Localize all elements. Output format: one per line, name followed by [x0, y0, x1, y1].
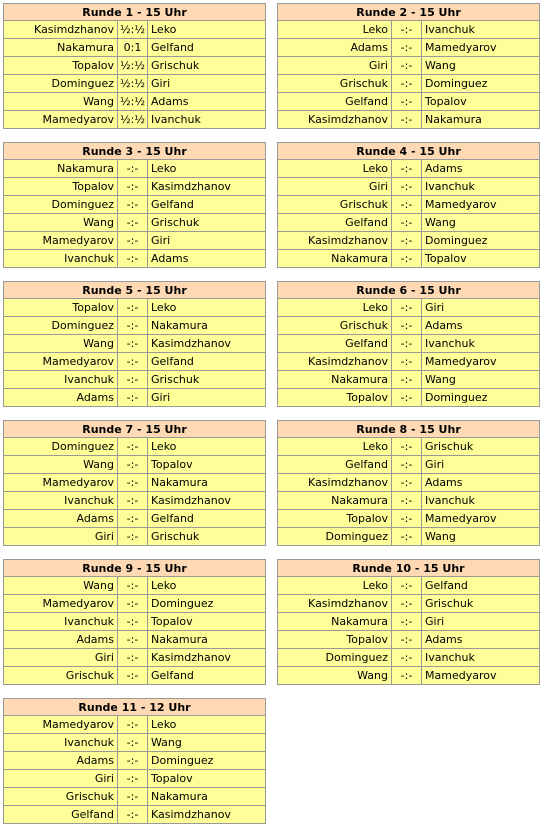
round-table [3, 559, 266, 685]
game-row [4, 232, 265, 250]
game-result: -:- [118, 613, 148, 630]
game-row [4, 631, 265, 649]
round-table [3, 420, 266, 546]
black-player: Kasimdzhanov [151, 337, 231, 350]
white-player: Dominguez [4, 438, 118, 455]
black-player: Kasimdzhanov [151, 494, 231, 507]
black-player: Wang [425, 216, 456, 229]
white-player: Ivanchuk [4, 613, 118, 630]
round-title: Runde 9 - 15 Uhr [4, 560, 265, 577]
round-table [277, 142, 540, 268]
black-player: Kasimdzhanov [151, 180, 231, 193]
black-player: Kasimdzhanov [151, 651, 231, 664]
game-row [4, 93, 265, 111]
game-row [278, 631, 539, 649]
game-result: -:- [392, 75, 422, 92]
white-player: Ivanchuk [4, 250, 118, 267]
black-player: Giri [151, 234, 171, 247]
black-player: Dominguez [151, 597, 214, 610]
game-row [278, 39, 539, 57]
game-result: -:- [118, 232, 148, 249]
game-result: -:- [392, 335, 422, 352]
game-row [4, 510, 265, 528]
black-player: Grischuk [425, 597, 474, 610]
game-result: -:- [392, 299, 422, 316]
black-player: Leko [151, 23, 177, 36]
white-player: Kasimdzhanov [278, 474, 392, 491]
game-row [278, 75, 539, 93]
white-player: Grischuk [4, 788, 118, 805]
white-player: Adams [278, 39, 392, 56]
game-row [4, 371, 265, 389]
round-title: Runde 8 - 15 Uhr [278, 421, 539, 438]
round-table [277, 3, 540, 129]
white-player: Wang [4, 214, 118, 231]
black-player: Giri [151, 391, 171, 404]
game-result: -:- [392, 667, 422, 684]
game-row [4, 806, 265, 823]
white-player: Ivanchuk [4, 734, 118, 751]
white-player: Wang [278, 667, 392, 684]
round-table [3, 281, 266, 407]
game-result: -:- [118, 335, 148, 352]
game-result: -:- [118, 371, 148, 388]
game-row [4, 250, 265, 267]
game-result: -:- [118, 770, 148, 787]
white-player: Grischuk [278, 196, 392, 213]
game-result: -:- [392, 474, 422, 491]
black-player: Mamedyarov [425, 355, 497, 368]
black-player: Leko [151, 718, 177, 731]
white-player: Wang [4, 577, 118, 594]
black-player: Giri [425, 615, 445, 628]
game-result: -:- [392, 250, 422, 267]
white-player: Dominguez [4, 196, 118, 213]
black-player: Leko [151, 301, 177, 314]
white-player: Adams [4, 389, 118, 406]
black-player: Wang [425, 530, 456, 543]
game-row [4, 613, 265, 631]
black-player: Nakamura [151, 633, 208, 646]
white-player: Adams [4, 510, 118, 527]
game-row [4, 353, 265, 371]
white-player: Leko [278, 21, 392, 38]
white-player: Mamedyarov [4, 595, 118, 612]
white-player: Wang [4, 456, 118, 473]
white-player: Gelfand [278, 456, 392, 473]
game-row [4, 196, 265, 214]
game-row [278, 577, 539, 595]
white-player: Topalov [4, 178, 118, 195]
game-row [278, 474, 539, 492]
black-player: Gelfand [425, 579, 468, 592]
game-result: -:- [118, 649, 148, 666]
white-player: Dominguez [4, 75, 118, 92]
white-player: Gelfand [278, 214, 392, 231]
game-row [4, 667, 265, 684]
black-player: Nakamura [151, 790, 208, 803]
game-result: -:- [118, 716, 148, 733]
black-player: Topalov [151, 772, 193, 785]
game-row [4, 649, 265, 667]
game-row [278, 353, 539, 371]
round-table [3, 3, 266, 129]
game-row [4, 595, 265, 613]
white-player: Leko [278, 299, 392, 316]
game-result: -:- [392, 577, 422, 594]
game-result: -:- [392, 371, 422, 388]
white-player: Topalov [4, 57, 118, 74]
game-result: -:- [118, 595, 148, 612]
black-player: Giri [151, 77, 171, 90]
game-result: ½:½ [118, 93, 148, 110]
game-row [4, 770, 265, 788]
game-row [278, 456, 539, 474]
black-player: Kasimdzhanov [151, 808, 231, 821]
game-result: -:- [392, 649, 422, 666]
game-result: -:- [392, 389, 422, 406]
round-table [277, 420, 540, 546]
game-result: -:- [392, 492, 422, 509]
game-result: -:- [118, 631, 148, 648]
game-result: -:- [118, 492, 148, 509]
game-result: -:- [392, 613, 422, 630]
white-player: Wang [4, 335, 118, 352]
black-player: Adams [425, 162, 463, 175]
game-row [278, 160, 539, 178]
black-player: Giri [425, 458, 445, 471]
game-row [4, 317, 265, 335]
game-result: -:- [392, 57, 422, 74]
game-result: -:- [392, 93, 422, 110]
black-player: Topalov [151, 458, 193, 471]
game-result: -:- [118, 250, 148, 267]
game-result: -:- [118, 196, 148, 213]
game-result: -:- [392, 21, 422, 38]
white-player: Ivanchuk [4, 371, 118, 388]
white-player: Dominguez [4, 317, 118, 334]
game-result: -:- [392, 39, 422, 56]
black-player: Ivanchuk [425, 180, 475, 193]
game-result: -:- [392, 214, 422, 231]
black-player: Adams [151, 252, 189, 265]
game-result: -:- [118, 788, 148, 805]
game-row [278, 250, 539, 267]
game-row [278, 299, 539, 317]
game-result: -:- [118, 389, 148, 406]
game-result: -:- [118, 752, 148, 769]
black-player: Mamedyarov [425, 512, 497, 525]
white-player: Giri [4, 528, 118, 545]
round-title: Runde 3 - 15 Uhr [4, 143, 265, 160]
game-row [4, 214, 265, 232]
round-table [277, 281, 540, 407]
black-player: Dominguez [425, 391, 488, 404]
round-title: Runde 1 - 15 Uhr [4, 4, 265, 21]
black-player: Adams [425, 633, 463, 646]
game-row [4, 299, 265, 317]
game-result: -:- [392, 438, 422, 455]
black-player: Dominguez [151, 754, 214, 767]
game-row [278, 667, 539, 684]
white-player: Gelfand [278, 93, 392, 110]
game-row [4, 492, 265, 510]
game-result: -:- [392, 456, 422, 473]
game-row [4, 734, 265, 752]
white-player: Dominguez [278, 649, 392, 666]
white-player: Topalov [278, 510, 392, 527]
white-player: Topalov [278, 389, 392, 406]
game-row [278, 528, 539, 545]
white-player: Grischuk [4, 667, 118, 684]
black-player: Topalov [425, 252, 467, 265]
game-result: -:- [392, 510, 422, 527]
black-player: Gelfand [151, 198, 194, 211]
game-result: -:- [118, 474, 148, 491]
white-player: Giri [278, 178, 392, 195]
game-result: 0:1 [118, 39, 148, 56]
game-result: -:- [392, 196, 422, 213]
game-row [4, 57, 265, 75]
black-player: Dominguez [425, 77, 488, 90]
black-player: Nakamura [151, 319, 208, 332]
white-player: Leko [278, 438, 392, 455]
white-player: Mamedyarov [4, 232, 118, 249]
game-result: ½:½ [118, 75, 148, 92]
game-row [4, 577, 265, 595]
white-player: Gelfand [278, 335, 392, 352]
white-player: Topalov [278, 631, 392, 648]
black-player: Leko [151, 579, 177, 592]
white-player: Mamedyarov [4, 353, 118, 370]
black-player: Ivanchuk [425, 494, 475, 507]
game-row [4, 528, 265, 545]
game-result: ½:½ [118, 111, 148, 128]
game-row [278, 111, 539, 128]
black-player: Leko [151, 440, 177, 453]
round-title: Runde 6 - 15 Uhr [278, 282, 539, 299]
game-result: -:- [392, 160, 422, 177]
black-player: Grischuk [151, 59, 200, 72]
game-result: -:- [118, 734, 148, 751]
game-row [278, 21, 539, 39]
game-row [278, 649, 539, 667]
game-result: -:- [392, 528, 422, 545]
round-table [3, 142, 266, 268]
game-row [4, 111, 265, 128]
game-row [4, 752, 265, 770]
round-title: Runde 10 - 15 Uhr [278, 560, 539, 577]
black-player: Grischuk [151, 530, 200, 543]
game-result: -:- [118, 510, 148, 527]
white-player: Nakamura [278, 250, 392, 267]
white-player: Topalov [4, 299, 118, 316]
game-row [4, 75, 265, 93]
game-row [278, 335, 539, 353]
black-player: Adams [425, 476, 463, 489]
round-title: Runde 7 - 15 Uhr [4, 421, 265, 438]
black-player: Mamedyarov [425, 198, 497, 211]
black-player: Mamedyarov [425, 669, 497, 682]
white-player: Kasimdzhanov [278, 595, 392, 612]
white-player: Grischuk [278, 317, 392, 334]
black-player: Dominguez [425, 234, 488, 247]
white-player: Grischuk [278, 75, 392, 92]
black-player: Ivanchuk [425, 337, 475, 350]
game-result: -:- [392, 317, 422, 334]
white-player: Mamedyarov [4, 111, 118, 128]
white-player: Kasimdzhanov [4, 21, 118, 38]
game-result: -:- [118, 299, 148, 316]
game-row [4, 178, 265, 196]
white-player: Giri [4, 770, 118, 787]
game-row [4, 438, 265, 456]
game-result: -:- [118, 577, 148, 594]
round-title: Runde 4 - 15 Uhr [278, 143, 539, 160]
white-player: Nakamura [278, 371, 392, 388]
game-row [278, 492, 539, 510]
white-player: Leko [278, 577, 392, 594]
game-row [278, 214, 539, 232]
round-title: Runde 2 - 15 Uhr [278, 4, 539, 21]
black-player: Leko [151, 162, 177, 175]
white-player: Wang [4, 93, 118, 110]
game-row [278, 438, 539, 456]
white-player: Gelfand [4, 806, 118, 823]
white-player: Kasimdzhanov [278, 353, 392, 370]
black-player: Gelfand [151, 669, 194, 682]
white-player: Nakamura [4, 160, 118, 177]
game-result: -:- [392, 353, 422, 370]
game-row [278, 613, 539, 631]
game-result: -:- [118, 528, 148, 545]
white-player: Nakamura [278, 492, 392, 509]
game-row [4, 456, 265, 474]
black-player: Ivanchuk [425, 23, 475, 36]
game-row [278, 178, 539, 196]
white-player: Leko [278, 160, 392, 177]
game-result: -:- [118, 317, 148, 334]
black-player: Gelfand [151, 512, 194, 525]
black-player: Gelfand [151, 41, 194, 54]
black-player: Mamedyarov [425, 41, 497, 54]
black-player: Ivanchuk [425, 651, 475, 664]
black-player: Topalov [425, 95, 467, 108]
black-player: Wang [151, 736, 182, 749]
game-row [278, 196, 539, 214]
white-player: Dominguez [278, 528, 392, 545]
game-result: -:- [118, 438, 148, 455]
game-result: -:- [118, 353, 148, 370]
game-result: -:- [392, 631, 422, 648]
game-row [4, 788, 265, 806]
black-player: Ivanchuk [151, 113, 201, 126]
round-title: Runde 5 - 15 Uhr [4, 282, 265, 299]
white-player: Nakamura [278, 613, 392, 630]
white-player: Kasimdzhanov [278, 111, 392, 128]
black-player: Wang [425, 373, 456, 386]
game-result: ½:½ [118, 21, 148, 38]
black-player: Nakamura [151, 476, 208, 489]
game-result: -:- [118, 456, 148, 473]
game-row [4, 389, 265, 406]
black-player: Gelfand [151, 355, 194, 368]
game-row [4, 160, 265, 178]
round-title: Runde 11 - 12 Uhr [4, 699, 265, 716]
black-player: Topalov [151, 615, 193, 628]
game-result: -:- [118, 214, 148, 231]
game-result: -:- [392, 178, 422, 195]
game-row [4, 474, 265, 492]
white-player: Mamedyarov [4, 716, 118, 733]
game-row [278, 232, 539, 250]
game-row [278, 57, 539, 75]
game-result: -:- [118, 160, 148, 177]
round-table [3, 698, 266, 824]
game-row [278, 595, 539, 613]
white-player: Adams [4, 752, 118, 769]
white-player: Giri [4, 649, 118, 666]
game-row [278, 317, 539, 335]
black-player: Adams [151, 95, 189, 108]
game-row [4, 21, 265, 39]
black-player: Grischuk [151, 216, 200, 229]
game-result: -:- [392, 595, 422, 612]
black-player: Grischuk [151, 373, 200, 386]
game-row [4, 716, 265, 734]
round-table [277, 559, 540, 685]
black-player: Nakamura [425, 113, 482, 126]
white-player: Adams [4, 631, 118, 648]
black-player: Giri [425, 301, 445, 314]
white-player: Nakamura [4, 39, 118, 56]
white-player: Giri [278, 57, 392, 74]
white-player: Mamedyarov [4, 474, 118, 491]
game-row [278, 93, 539, 111]
white-player: Ivanchuk [4, 492, 118, 509]
game-row [278, 371, 539, 389]
black-player: Wang [425, 59, 456, 72]
game-row [4, 335, 265, 353]
game-row [4, 39, 265, 57]
game-row [278, 389, 539, 406]
game-result: -:- [118, 806, 148, 823]
black-player: Adams [425, 319, 463, 332]
game-result: ½:½ [118, 57, 148, 74]
black-player: Grischuk [425, 440, 474, 453]
game-result: -:- [392, 111, 422, 128]
game-result: -:- [118, 667, 148, 684]
white-player: Kasimdzhanov [278, 232, 392, 249]
game-result: -:- [392, 232, 422, 249]
game-result: -:- [118, 178, 148, 195]
game-row [278, 510, 539, 528]
